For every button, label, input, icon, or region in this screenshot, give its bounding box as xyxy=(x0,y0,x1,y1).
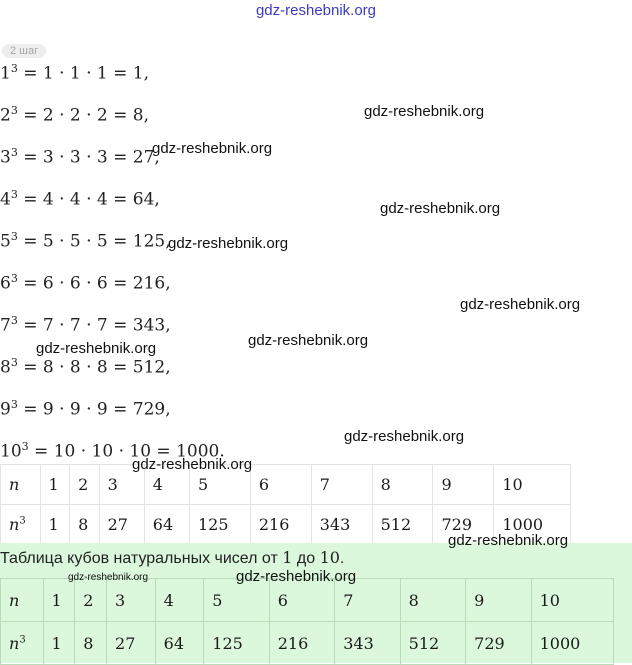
table-cell: 2 xyxy=(70,465,100,505)
table-cell: 343 xyxy=(335,622,400,665)
table-cell: 4 xyxy=(144,465,189,505)
table-cell: 216 xyxy=(250,505,311,545)
equation-row: $7^3 = 7 \cdot 7 \cdot 7 = 343$, xyxy=(0,314,171,336)
equation-row: $9^3 = 9 \cdot 9 \cdot 9 = 729$, xyxy=(0,398,171,420)
table-cell: 8 xyxy=(70,505,100,545)
table-cell: 343 xyxy=(311,505,372,545)
step-badge: 2 шаг xyxy=(2,44,46,58)
table-cell: 9 xyxy=(433,465,494,505)
table-cell: 1000 xyxy=(531,622,613,665)
table-cell: 1 xyxy=(40,505,70,545)
table-cell: 10 xyxy=(494,465,571,505)
table-cell: 3 xyxy=(107,579,156,622)
watermark: gdz-reshebnik.org xyxy=(364,103,485,120)
equation-row: $1^3 = 1 \cdot 1 \cdot 1 = 1$, xyxy=(0,62,150,84)
table-cell: 729 xyxy=(433,505,494,545)
table-cell: 5 xyxy=(189,465,250,505)
watermark: gdz-reshebnik.org xyxy=(152,140,273,157)
watermark: gdz-reshebnik.org xyxy=(36,340,157,357)
table-cell: 64 xyxy=(155,622,204,665)
table-header-n: n xyxy=(1,579,44,622)
table-cell: 6 xyxy=(250,465,311,505)
table-cell: 7 xyxy=(335,579,400,622)
table-cell: 1 xyxy=(43,622,75,665)
table-cell: 1 xyxy=(43,579,75,622)
watermark: gdz-reshebnik.org xyxy=(68,572,149,583)
table-cell: 729 xyxy=(466,622,531,665)
watermark: gdz-reshebnik.org xyxy=(344,428,465,445)
equation-row: $5^3 = 5 \cdot 5 \cdot 5 = 125$, xyxy=(0,230,171,252)
table-cell: 8 xyxy=(372,465,433,505)
table-cell: 7 xyxy=(311,465,372,505)
table-cell: 125 xyxy=(189,505,250,545)
table-cell: 1 xyxy=(40,465,70,505)
watermark: gdz-reshebnik.org xyxy=(168,235,289,252)
table-cell: 512 xyxy=(400,622,465,665)
answer-table xyxy=(0,578,614,665)
equation-row: $2^3 = 2 \cdot 2 \cdot 2 = 8$, xyxy=(0,104,150,126)
table-header-n: n xyxy=(1,465,41,505)
table-cell: 512 xyxy=(372,505,433,545)
table-cell: 125 xyxy=(204,622,269,665)
table-cell: 6 xyxy=(269,579,334,622)
equation-row: $8^3 = 8 \cdot 8 \cdot 8 = 512$, xyxy=(0,356,171,378)
table-cell: 27 xyxy=(107,622,156,665)
table-cell: 216 xyxy=(269,622,334,665)
watermark: gdz-reshebnik.org xyxy=(448,532,569,549)
table-cell: 27 xyxy=(99,505,144,545)
table-cell: 1000 xyxy=(494,505,571,545)
answer-caption: Таблица кубов натуральных чисел от 1 до 10. xyxy=(0,548,345,567)
table-cell: 3 xyxy=(99,465,144,505)
table-cell: 64 xyxy=(144,505,189,545)
table-cell: 9 xyxy=(466,579,531,622)
equation-row: $3^3 = 3 \cdot 3 \cdot 3 = 27$, xyxy=(0,146,160,168)
table-cell: 8 xyxy=(400,579,465,622)
table-header-cube: $n^3$ xyxy=(1,622,44,665)
table-cell: 5 xyxy=(204,579,269,622)
watermark: gdz-reshebnik.org xyxy=(132,456,253,473)
table-row-n xyxy=(1,465,571,505)
watermark: gdz-reshebnik.org xyxy=(460,296,581,313)
table-cell: 10 xyxy=(531,579,613,622)
table-cell: 4 xyxy=(155,579,204,622)
table-row-cube xyxy=(1,622,614,665)
equation-row: $10^3 = 10 \cdot 10 \cdot 10 = 1000$. xyxy=(0,440,225,462)
site-header-link[interactable]: gdz-reshebnik.org xyxy=(255,2,377,19)
table-cell: 8 xyxy=(75,622,107,665)
watermark: gdz-reshebnik.org xyxy=(380,200,501,217)
table-header-cube: $n^3$ xyxy=(1,505,41,545)
equation-row: $4^3 = 4 \cdot 4 \cdot 4 = 64$, xyxy=(0,188,160,210)
watermark: gdz-reshebnik.org xyxy=(236,568,357,585)
equation-row: $6^3 = 6 \cdot 6 \cdot 6 = 216$, xyxy=(0,272,171,294)
table-cell: 2 xyxy=(75,579,107,622)
watermark: gdz-reshebnik.org xyxy=(248,332,369,349)
